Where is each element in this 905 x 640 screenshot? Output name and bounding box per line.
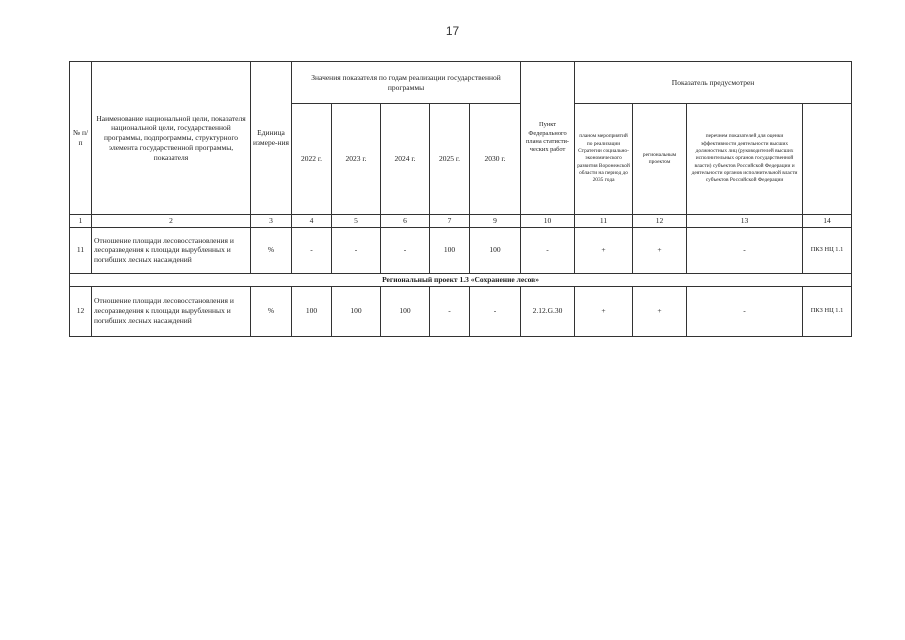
header-values-group: Значения показателя по годам реализации государственной программы [292,62,521,104]
header-list: перечнем показателей для оценки эффективности деятельности высших должностных лиц (руководителей высших исполнительных органов государственной власти) субъектов Российской Федерации и деятельности органов исполнительной власти субъектов Российской Федерации [687,104,803,215]
header-provided-group: Показатель предусмотрен [575,62,852,104]
value-2025: 100 [430,227,470,273]
value-2023: 100 [332,286,381,336]
header-year: 2030 г. [470,104,521,215]
value-2030: 100 [470,227,521,273]
table-row [70,286,852,336]
indicator-name: Отношение площади лесовосстановления и лесоразведения к площади вырубленных и погибших лесных насаждений [92,227,251,273]
plan-mark: + [575,286,633,336]
row-number: 12 [70,286,92,336]
indicator-unit: % [251,286,292,336]
column-numbers-row [70,215,852,228]
regional-mark: + [633,227,687,273]
indicator-table [69,61,852,337]
header-fed-stat: Пункт Федерального плана статисти-ческих работ [521,62,575,215]
column-number: 10 [521,215,575,228]
page-number: 17 [445,24,460,38]
column-number: 1 [70,215,92,228]
link-value: ПКЗ НЦ 1.1 [803,286,852,336]
indicator-name: Отношение площади лесовосстановления и лесоразведения к площади вырубленных и погибших лесных насаждений [92,286,251,336]
header-year: 2024 г. [381,104,430,215]
table-row [70,227,852,273]
column-number: 14 [803,215,852,228]
value-2025: - [430,286,470,336]
header-year: 2022 г. [292,104,332,215]
header-no: № п/п [70,62,92,215]
plan-mark: + [575,227,633,273]
column-number: 2 [92,215,251,228]
value-2022: - [292,227,332,273]
section-title: Региональный проект 1.3 «Сохранение лесов» [70,273,852,286]
header-regional: региональным проектом [633,104,687,215]
header-name: Наименование национальной цели, показателя национальной цели, государственной программы, подпрограммы, структурного элемента государственной программы, показателя [92,62,251,215]
link-value: ПКЗ НЦ 1.1 [803,227,852,273]
value-2023: - [332,227,381,273]
value-2024: - [381,227,430,273]
column-number: 7 [430,215,470,228]
header-year: 2025 г. [430,104,470,215]
list-mark: - [687,286,803,336]
fed-stat-value: - [521,227,575,273]
value-2030: - [470,286,521,336]
header-plan: планом мероприятий по реализации Стратегии социально-экономического развития Воронежской области на период до 2035 года [575,104,633,215]
column-number: 3 [251,215,292,228]
column-number: 12 [633,215,687,228]
regional-mark: + [633,286,687,336]
column-number: 9 [470,215,521,228]
column-number: 4 [292,215,332,228]
column-number: 11 [575,215,633,228]
column-number: 13 [687,215,803,228]
section-row [70,273,852,286]
list-mark: - [687,227,803,273]
value-2022: 100 [292,286,332,336]
column-number: 5 [332,215,381,228]
header-year: 2023 г. [332,104,381,215]
indicator-unit: % [251,227,292,273]
header-unit: Единица измере-ния [251,62,292,215]
column-number: 6 [381,215,430,228]
fed-stat-value: 2.12.G.30 [521,286,575,336]
row-number: 11 [70,227,92,273]
value-2024: 100 [381,286,430,336]
